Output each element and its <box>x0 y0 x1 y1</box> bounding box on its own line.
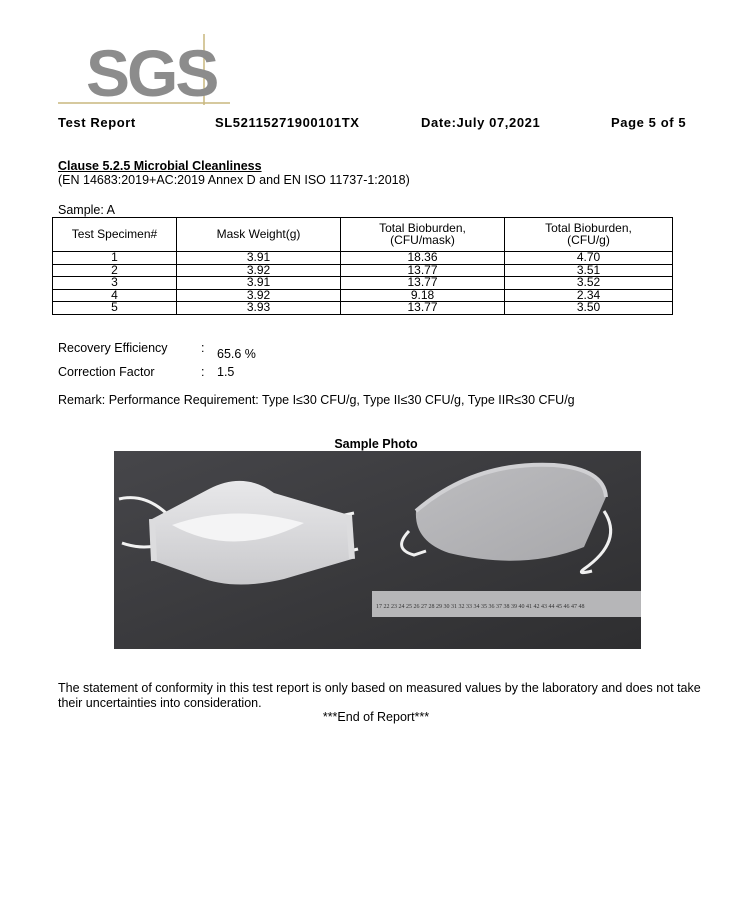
header-cell: Total Bioburden, (CFU/mask) <box>341 218 505 252</box>
sample-photo <box>114 451 641 649</box>
table-cell: 2.34 <box>505 289 673 302</box>
end-of-report: ***End of Report*** <box>322 710 430 724</box>
table-cell: 3.92 <box>177 289 341 302</box>
table-cell: 3.91 <box>177 252 341 265</box>
table-cell: 2 <box>53 264 177 277</box>
recovery-efficiency-value: 65.6 % <box>217 347 256 361</box>
table-cell: 13.77 <box>341 277 505 290</box>
table-cell: 3.52 <box>505 277 673 290</box>
table-cell: 13.77 <box>341 302 505 315</box>
table-cell: 13.77 <box>341 264 505 277</box>
table-cell: 18.36 <box>341 252 505 265</box>
report-label: Test Report <box>58 115 136 130</box>
page-number: Page 5 of 5 <box>611 115 687 130</box>
table-cell: 1 <box>53 252 177 265</box>
table-cell: 3.91 <box>177 277 341 290</box>
table-cell: 3.50 <box>505 302 673 315</box>
correction-factor-value: 1.5 <box>217 365 235 379</box>
table-cell: 3.51 <box>505 264 673 277</box>
table-cell: 3.93 <box>177 302 341 315</box>
table-cell: 4 <box>53 289 177 302</box>
header-cell: Test Specimen# <box>53 218 177 252</box>
table-cell: 3.92 <box>177 264 341 277</box>
sample-label: Sample: A <box>58 203 115 217</box>
conformity-statement: The statement of conformity in this test report is only based on measured values by the laboratory and does not take their uncertainties into consideration. <box>58 681 701 710</box>
recovery-efficiency-sep: : <box>201 341 205 355</box>
clause-title: Clause 5.2.5 Microbial Cleanliness <box>58 159 262 173</box>
table-cell: 4.70 <box>505 252 673 265</box>
report-date: Date:July 07,2021 <box>421 115 541 130</box>
table-cell: 3 <box>53 277 177 290</box>
remark-text: Remark: Performance Requirement: Type I≤30 CFU/g, Type II≤30 CFU/g, Type IIR≤30 CFU/g <box>58 393 575 407</box>
correction-factor-label: Correction Factor <box>58 365 155 379</box>
report-number: SL52115271900101TX <box>215 115 360 130</box>
ruler-text: 17 22 23 24 25 26 27 28 29 30 31 32 33 34 35 36 37 38 39 40 41 42 43 44 45 46 47 48 <box>376 604 585 610</box>
sgs-logo <box>58 30 230 106</box>
header-cell: Mask Weight(g) <box>177 218 341 252</box>
table-row <box>53 302 673 315</box>
header-cell: Total Bioburden, (CFU/g) <box>505 218 673 252</box>
table-header-row <box>53 218 673 252</box>
clause-standard: (EN 14683:2019+AC:2019 Annex D and EN ISO 11737-1:2018) <box>58 173 410 187</box>
photo-title: Sample Photo <box>334 437 418 451</box>
correction-factor-sep: : <box>201 365 205 379</box>
logo-text: SGS <box>86 36 217 106</box>
results-table <box>52 217 673 315</box>
table-cell: 9.18 <box>341 289 505 302</box>
recovery-efficiency-label: Recovery Efficiency <box>58 341 168 355</box>
table-cell: 5 <box>53 302 177 315</box>
